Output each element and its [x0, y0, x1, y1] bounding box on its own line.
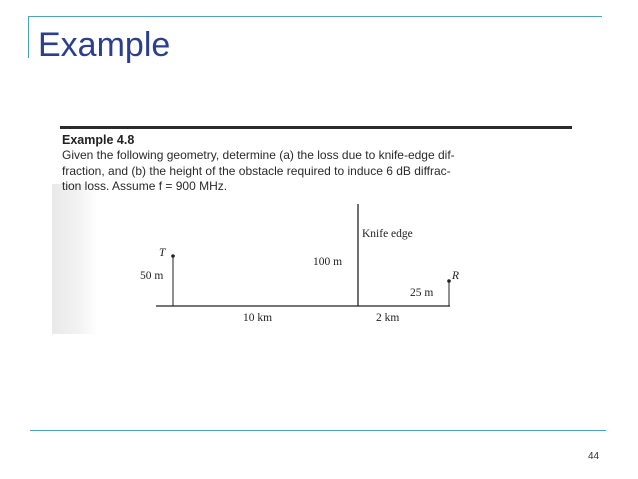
receiver-point: [447, 279, 451, 283]
example-text-line: tion loss. Assume f = 900 MHz.: [62, 179, 228, 193]
slide-title: Example: [38, 26, 171, 64]
footer-rule: [30, 430, 606, 431]
slide-frame-left-line: [28, 16, 29, 58]
page-number: 44: [588, 451, 600, 462]
knife-edge-diagram: [52, 124, 572, 336]
example-heading: Example 4.8: [62, 133, 135, 147]
example-text-line: Given the following geometry, determine (a) the loss due to knife-edge dif-: [62, 148, 455, 162]
obstacle-height-label: 100 m: [313, 256, 343, 268]
receiver-label: R: [452, 270, 460, 282]
knife-edge-label: Knife edge: [362, 228, 413, 240]
transmitter-point: [171, 254, 175, 258]
transmitter-height-label: 50 m: [140, 270, 164, 282]
distance-2-label: 2 km: [376, 312, 400, 324]
slide-frame-top-line: [28, 16, 602, 17]
receiver-height-label: 25 m: [410, 287, 434, 299]
transmitter-label: T: [159, 247, 166, 259]
distance-1-label: 10 km: [243, 312, 273, 324]
scanned-textbook-excerpt: [52, 124, 572, 336]
example-text-line: fraction, and (b) the height of the obstacle required to induce 6 dB diffrac-: [62, 163, 451, 178]
